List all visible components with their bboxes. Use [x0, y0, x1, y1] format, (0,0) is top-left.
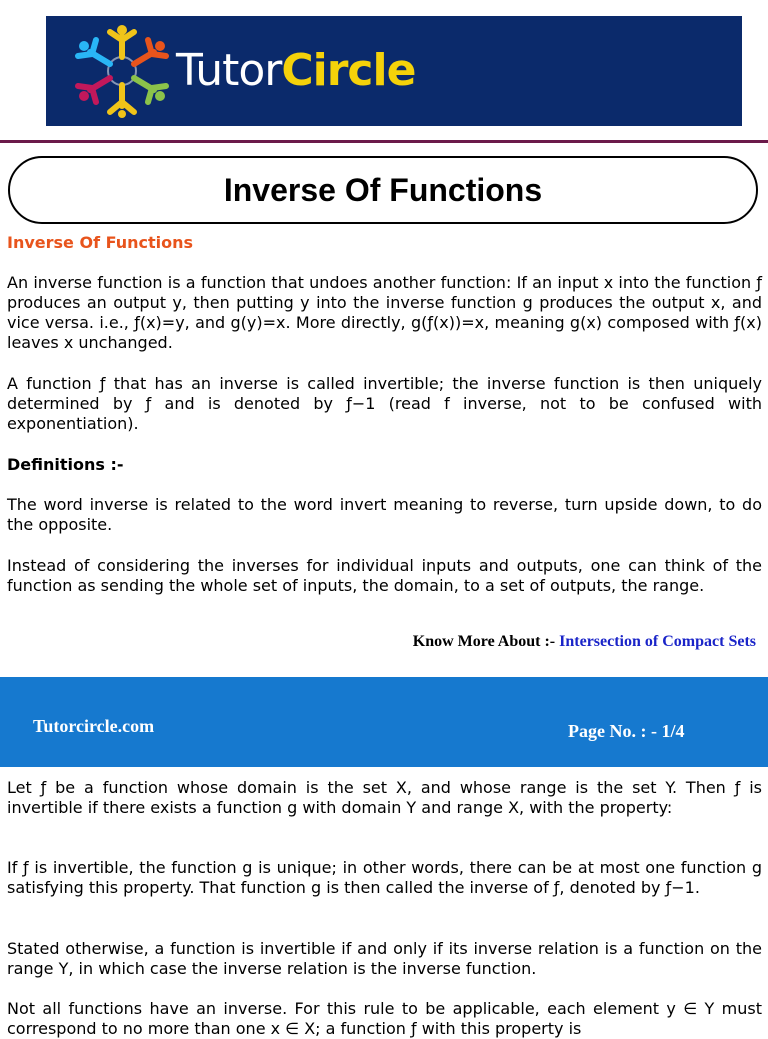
uniqueness-paragraph	[7, 858, 762, 898]
title-box	[8, 156, 758, 224]
know-more-line	[413, 632, 756, 652]
brand-circle: Circle	[281, 45, 416, 96]
definition-detail-paragraph	[7, 778, 762, 818]
definition-paragraph	[7, 495, 762, 535]
footer-page-number: Page No. : - 1/4	[568, 721, 685, 741]
intro-paragraph	[7, 273, 762, 353]
header-banner	[46, 16, 742, 126]
paragraph: Instead of considering the inverses for individual inputs and outputs, one can think of the function as sending the whole set of inputs, the domain, to a set of outputs, the range.	[7, 556, 762, 595]
know-more-link[interactable]: Intersection of Compact Sets	[559, 633, 756, 650]
header-divider	[0, 140, 768, 143]
tutorcircle-logo-icon	[70, 24, 174, 118]
paragraph: Let ƒ be a function whose domain is the set X, and whose range is the set Y. Then ƒ is invertible if there exists a function g with domain Y and range X, with the property:	[7, 778, 762, 817]
definitions-heading	[7, 455, 762, 475]
paragraph: Not all functions have an inverse. For this rule to be applicable, each element y ∈ Y must correspond to no more than one x ∈ X; a function ƒ with this property is	[7, 999, 762, 1038]
domain-range-paragraph	[7, 556, 762, 596]
definitions-label: Definitions :-	[7, 455, 124, 474]
brand-tutor: Tutor	[176, 45, 282, 96]
page-title: Inverse Of Functions	[223, 171, 543, 208]
paragraph: A function ƒ that has an inverse is called invertible; the inverse function is then uniquely determined by ƒ and is denoted by ƒ−1 (read f inverse, not to be confused with exponentiation).	[7, 374, 762, 433]
paragraph: Stated otherwise, a function is invertible if and only if its inverse relation is a function on the range Y, in which case the inverse relation is the inverse function.	[7, 939, 762, 978]
paragraph: If ƒ is invertible, the function g is unique; in other words, there can be at most one function g satisfying this property. That function g is then called the inverse of ƒ, denoted by ƒ−1.	[7, 858, 762, 897]
invertible-paragraph	[7, 374, 762, 434]
relation-paragraph	[7, 939, 762, 979]
paragraph: An inverse function is a function that undoes another function: If an input x into the function ƒ produces an output y, then putting y into the inverse function g produces the output x, and vice versa. i.e., ƒ(x)=y, and g(y)=x. More directly, g(ƒ(x))=x, meaning g(x) composed with ƒ(x) leaves x unchanged.	[7, 273, 762, 352]
not-all-functions-paragraph	[7, 999, 762, 1039]
footer-site-name: Tutorcircle.com	[33, 716, 155, 736]
brand-wordmark	[176, 46, 415, 96]
section-heading: Inverse Of Functions	[7, 233, 194, 252]
know-more-label: Know More About :-	[412, 633, 560, 650]
paragraph: The word inverse is related to the word invert meaning to reverse, turn upside down, to do the opposite.	[7, 495, 762, 534]
